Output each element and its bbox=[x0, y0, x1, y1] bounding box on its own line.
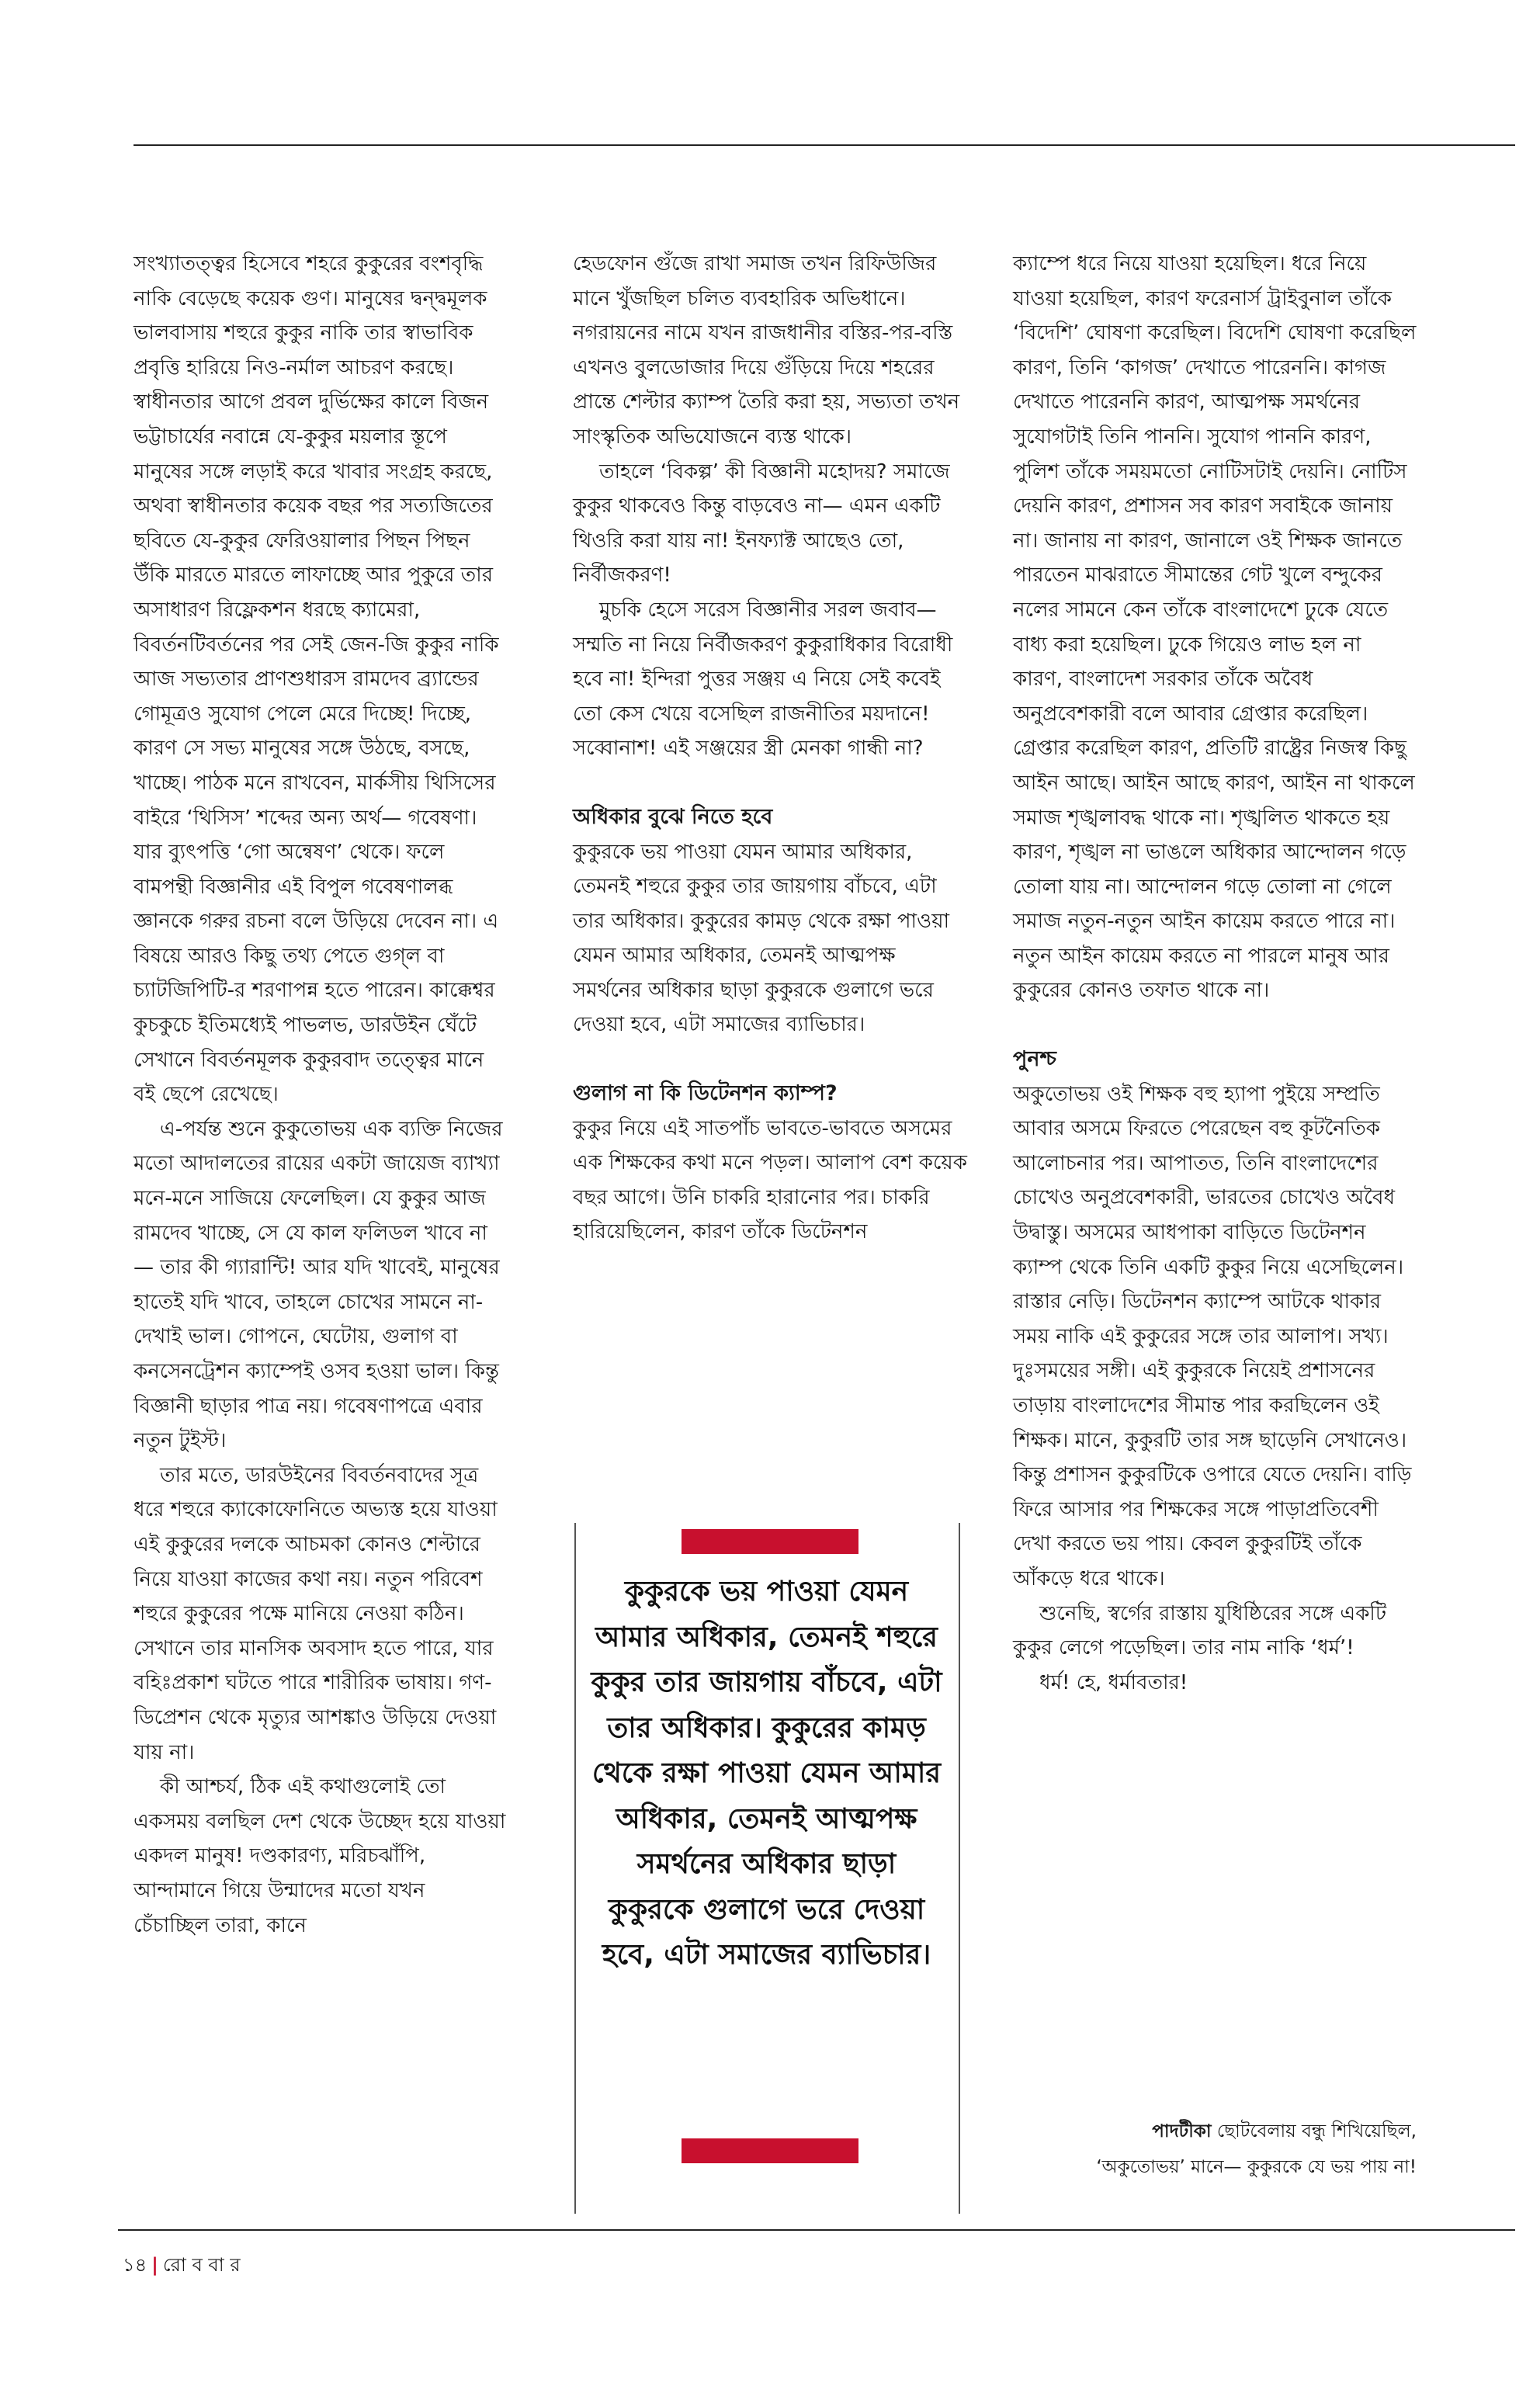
body-paragraph: তাহলে ‘বিকল্প’ কী বিজ্ঞানী মহোদয়? সমাজে কুকুর থাকবেও কিন্তু বাড়বেও না— এমন একটি থিওরি করা যায় না! ইনফ্যাক্ট আছেও তো, নির্বীজকরণ! bbox=[573, 460, 950, 588]
body-paragraph: তার মতে, ডারউইনের বিবর্তনবাদের সূত্র ধরে শহুরে ক্যাকোফোনিতে অভ্যস্ত হয়ে যাওয়া এই কুকুরের দলকে আচমকা কোনও শেল্টারে নিয়ে যাওয়া কাজের কথা নয়। নতুন পরিবেশ শহুরে কুকুরের পক্ষে মানিয়ে নেওয়া কঠিন। সেখানে তার মানসিক অবসাদ হতে পারে, যার বহিঃপ্রকাশ ঘটতে পারে শারীরিক ভাষায়। গণ-ডিপ্রেশন থেকে মৃত্যুর আশঙ্কাও উড়িয়ে দেওয়া যায় না। bbox=[134, 1463, 498, 1764]
footnote-label: পাদটীকা bbox=[1152, 2121, 1212, 2142]
pullquote-right-rule bbox=[959, 1523, 960, 2214]
body-paragraph: সংখ্যাতত্ত্বর হিসেবে শহরে কুকুরের বংশবৃদ্ধি নাকি বেড়েছে কয়েক গুণ। মানুষের দ্বন্দ্বমূলক ভালবাসায় শহুরে কুকুর নাকি তার স্বাভাবিক প্রবৃত্তি হারিয়ে নিও-নর্মাল আচরণ করছে। স্বাধীনতার আগে প্রবল দুর্ভিক্ষের কালে বিজন ভট্টাচার্যের নবান্নে যে-কুকুর ময়লার স্তূপে মানুষের সঙ্গে লড়াই করে খাবার সংগ্রহ করছে, অথবা স্বাধীনতার কয়েক বছর পর সত্যজিতের ছবিতে যে-কুকুর ফেরিওয়ালার পিছন পিছন উঁকি মারতে মারতে লাফাচ্ছে আর পুকুরে তার অসাধারণ রিফ্লেকশন ধরছে ক্যামেরা, বিবর্তনটিবর্তনের পর সেই জেন-জি কুকুর নাকি আজ সভ্যতার প্রাণশুধারস রামদেব ব্র্যান্ডের গোমূত্রও সুযোগ পেলে মেরে দিচ্ছে! দিচ্ছে, কারণ সে সভ্য মানুষের সঙ্গে উঠছে, বসছে, খাচ্ছে। পাঠক মনে রাখবেন, মার্কসীয় থিসিসের বাইরে ‘থিসিস’ শব্দের অন্য অর্থ— গবেষণা। যার ব্যুৎপত্তি ‘গো অন্বেষণ’ থেকে। ফলে বামপন্থী বিজ্ঞানীর এই বিপুল গবেষণালব্ধ জ্ঞানকে গরুর রচনা বলে উড়িয়ে দেবেন না। এ বিষয়ে আরও কিছু তথ্য পেতে গুগ্‌ল বা চ্যাটজিপিটি-র শরণাপন্ন হতে পারেন। কাক্কেশ্বর কুচকুচে ইতিমধ্যেই পাভলভ, ডারউইন ঘেঁটে সেখানে বিবর্তনমূলক কুকুরবাদ তত্ত্বের মানে বই ছেপে রেখেছে। bbox=[134, 252, 499, 1107]
section-subhead: পুনশ্চ bbox=[1013, 1047, 1056, 1072]
page-number: ১৪ bbox=[123, 2254, 147, 2276]
body-paragraph: ক্যাম্পে ধরে নিয়ে যাওয়া হয়েছিল। ধরে নিয়ে যাওয়া হয়েছিল, কারণ ফরেনার্স ট্রাইবুনাল তাঁকে ‘বিদেশি’ ঘোষণা করেছিল। বিদেশি ঘোষণা করেছিল কারণ, তিনি ‘কাগজ’ দেখাতে পারেননি। কাগজ দেখাতে পারেননি কারণ, আত্মপক্ষ সমর্থনের সুযোগটাই তিনি পাননি। সুযোগ পাননি কারণ, পুলিশ তাঁকে সময়মতো নোটিসটাই দেয়নি। নোটিস দেয়নি কারণ, প্রশাসন সব কারণ সবাইকে জানায় না। জানায় না কারণ, জানালে ওই শিক্ষক জানতে পারতেন মাঝরাতে সীমান্তের গেট খুলে বন্দুকের নলের সামনে কেন তাঁকে বাংলাদেশে ঢুকে যেতে বাধ্য করা হয়েছিল। ঢুকে গিয়েও লাভ হল না কারণ, বাংলাদেশ সরকার তাঁকে অবৈধ অনুপ্রবেশকারী বলে আবার গ্রেপ্তার করেছিল। গ্রেপ্তার করেছিল কারণ, প্রতিটি রাষ্ট্রের নিজস্ব কিছু আইন আছে। আইন আছে কারণ, আইন না থাকলে সমাজ শৃঙ্খলাবদ্ধ থাকে না। শৃঙ্খলিত থাকতে হয় কারণ, শৃঙ্খল না ভাঙলে অধিকার আন্দোলন গড়ে তোলা যায় না। আন্দোলন গড়ে তোলা না গেলে সমাজ নতুন-নতুন আইন কায়েম করতে পারে না। নতুন আইন কায়েম করতে না পারলে মানুষ আর কুকুরের কোনও তফাত থাকে না। bbox=[1013, 252, 1417, 1003]
page-folio bbox=[123, 2251, 241, 2282]
pullquote-left-rule bbox=[574, 1523, 576, 2214]
section-subhead: অধিকার বুঝে নিতে হবে bbox=[573, 804, 773, 829]
article-column-3 bbox=[1013, 247, 1417, 1700]
body-paragraph: ধর্ম! হে, ধর্মাবতার! bbox=[1039, 1670, 1188, 1694]
body-paragraph: শুনেছি, স্বর্গের রাস্তায় যুধিষ্ঠিরের সঙ্গে একটি কুকুর লেগে পড়েছিল। তার নাম নাকি ‘ধর্ম’! bbox=[1013, 1601, 1386, 1660]
body-paragraph: অকুতোভয় ওই শিক্ষক বহু হ্যাপা পুইয়ে সম্প্রতি আবার অসমে ফিরতে পেরেছেন বহু কূটনৈতিক আলোচনার পর। আপাতত, তিনি বাংলাদেশের চোখেও অনুপ্রবেশকারী, ভারতের চোখেও অবৈধ উদ্বাস্তু। অসমের আধপাকা বাড়িতে ডিটেনশন ক্যাম্প থেকে তিনি একটি কুকুর নিয়ে এসেছিলেন। রাস্তার নেড়ি। ডিটেনশন ক্যাম্পে আটকে থাকার সময় নাকি এই কুকুরের সঙ্গে তার আলাপ। সখ্য। দুঃসময়ের সঙ্গী। এই কুকুরকে নিয়েই প্রশাসনের তাড়ায় বাংলাদেশের সীমান্ত পার করছিলেন ওই শিক্ষক। মানে, কুকুরটি তার সঙ্গ ছাড়েনি সেখানেও। কিন্তু প্রশাসন কুকুরটিকে ওপারে যেতে দেয়নি। বাড়ি ফিরে আসার পর শিক্ষকের সঙ্গে পাড়াপ্রতিবেশী দেখা করতে ভয় পায়। কেবল কুকুরটিই তাঁকে আঁকড়ে ধরে থাকে। bbox=[1013, 1082, 1412, 1590]
section-subhead: গুলাগ না কি ডিটেনশন ক্যাম্প? bbox=[573, 1081, 838, 1106]
body-paragraph: কী আশ্চর্য, ঠিক এই কথাগুলোই তো একসময় বলছিল দেশ থেকে উচ্ছেদ হয়ে যাওয়া একদল মানুষ! দণ্ডকারণ্য, মরিচঝাঁপি, আন্দামানে গিয়ে উন্মাদের মতো যখন চেঁচাচ্ছিল তারা, কানে bbox=[134, 1775, 506, 1937]
pullquote-top-bar bbox=[682, 1529, 858, 1554]
pullquote: কুকুরকে ভয় পাওয়া যেমন আমার অধিকার, তেমনই শহুরে কুকুর তার জায়গায় বাঁচবে, এটা তার অধিকার। কুকুরের কামড় থেকে রক্ষা পাওয়া যেমন আমার অধিকার, তেমনই আত্মপক্ষ সমর্থনের অধিকার ছাড়া কুকুরকে গুলাগে ভরে দেওয়া হবে, এটা সমাজের ব্যাভিচার। bbox=[591, 1576, 942, 1971]
article-column-1 bbox=[134, 247, 506, 1943]
top-rule bbox=[134, 144, 1515, 146]
body-paragraph: কুকুরকে ভয় পাওয়া যেমন আমার অধিকার, তেমনই শহুরে কুকুর তার জায়গায় বাঁচবে, এটা তার অধিকার। কুকুরের কামড় থেকে রক্ষা পাওয়া যেমন আমার অধিকার, তেমনই আত্মপক্ষ সমর্থনের অধিকার ছাড়া কুকুরকে গুলাগে ভরে দেওয়া হবে, এটা সমাজের ব্যাভিচার। bbox=[573, 840, 950, 1037]
body-paragraph: মুচকি হেসে সরেস বিজ্ঞানীর সরল জবাব— সম্মতি না নিয়ে নির্বীজকরণ কুকুরাধিকার বিরোধী হবে না! ইন্দিরা পুত্তর সঞ্জয় এ নিয়ে সেই কবেই তো কেস খেয়ে বসেছিল রাজনীতির ময়দানে! সব্বোনাশ! এই সঞ্জয়ের স্ত্রী মেনকা গান্ধী না? bbox=[573, 598, 953, 761]
bottom-rule bbox=[118, 2229, 1515, 2231]
body-paragraph: কুকুর নিয়ে এই সাতপাঁচ ভাবতে-ভাবতে অসমের এক শিক্ষকের কথা মনে পড়ল। আলাপ বেশ কয়েক বছর আগে। উনি চাকরি হারানোর পর। চাকরি হারিয়েছিলেন, কারণ তাঁকে ডিটেনশন bbox=[573, 1116, 967, 1244]
folio-separator: | bbox=[151, 2254, 158, 2276]
article-column-2 bbox=[573, 247, 969, 1250]
magazine-name: রো ব বা র bbox=[162, 2254, 241, 2276]
pullquote-bottom-bar bbox=[682, 2138, 858, 2163]
footnote-line-2: ‘অকুতোভয়’ মানে— কুকুরকে যে ভয় পায় না! bbox=[1096, 2157, 1417, 2177]
footnote-text: ছোটবেলায় বন্ধু শিখিয়েছিল, bbox=[1211, 2121, 1417, 2142]
footnote bbox=[1013, 2114, 1417, 2185]
body-paragraph: হেডফোন গুঁজে রাখা সমাজ তখন রিফিউজির মানে খুঁজছিল চলিত ব্যবহারিক অভিধানে। নগরায়নের নামে যখন রাজধানীর বস্তির-পর-বস্তি এখনও বুলডোজার দিয়ে গুঁড়িয়ে দিয়ে শহরের প্রান্তে শেল্টার ক্যাম্প তৈরি করা হয়, সভ্যতা তখন সাংস্কৃতিক অভিযোজনে ব্যস্ত থাকে। bbox=[573, 252, 960, 449]
body-paragraph: এ-পর্যন্ত শুনে কুকুতোভয় এক ব্যক্তি নিজের মতো আদালতের রায়ের একটা জায়েজ ব্যাখ্যা মনে-মনে সাজিয়ে ফেলেছিল। যে কুকুর আজ রামদেব খাচ্ছে, সে যে কাল ফলিডল খাবে না— তার কী গ্যারান্টি! আর যদি খাবেই, মানুষের হাতেই যদি খাবে, তাহলে চোখের সামনে না-দেখাই ভাল। গোপনে, ঘেটোয়, গুলাগ বা কনসেনট্রেশন ক্যাম্পেই ওসব হওয়া ভাল। কিন্তু বিজ্ঞানী ছাড়ার পাত্র নয়। গবেষণাপত্রে এবার নতুন টুইস্ট। bbox=[134, 1117, 503, 1453]
